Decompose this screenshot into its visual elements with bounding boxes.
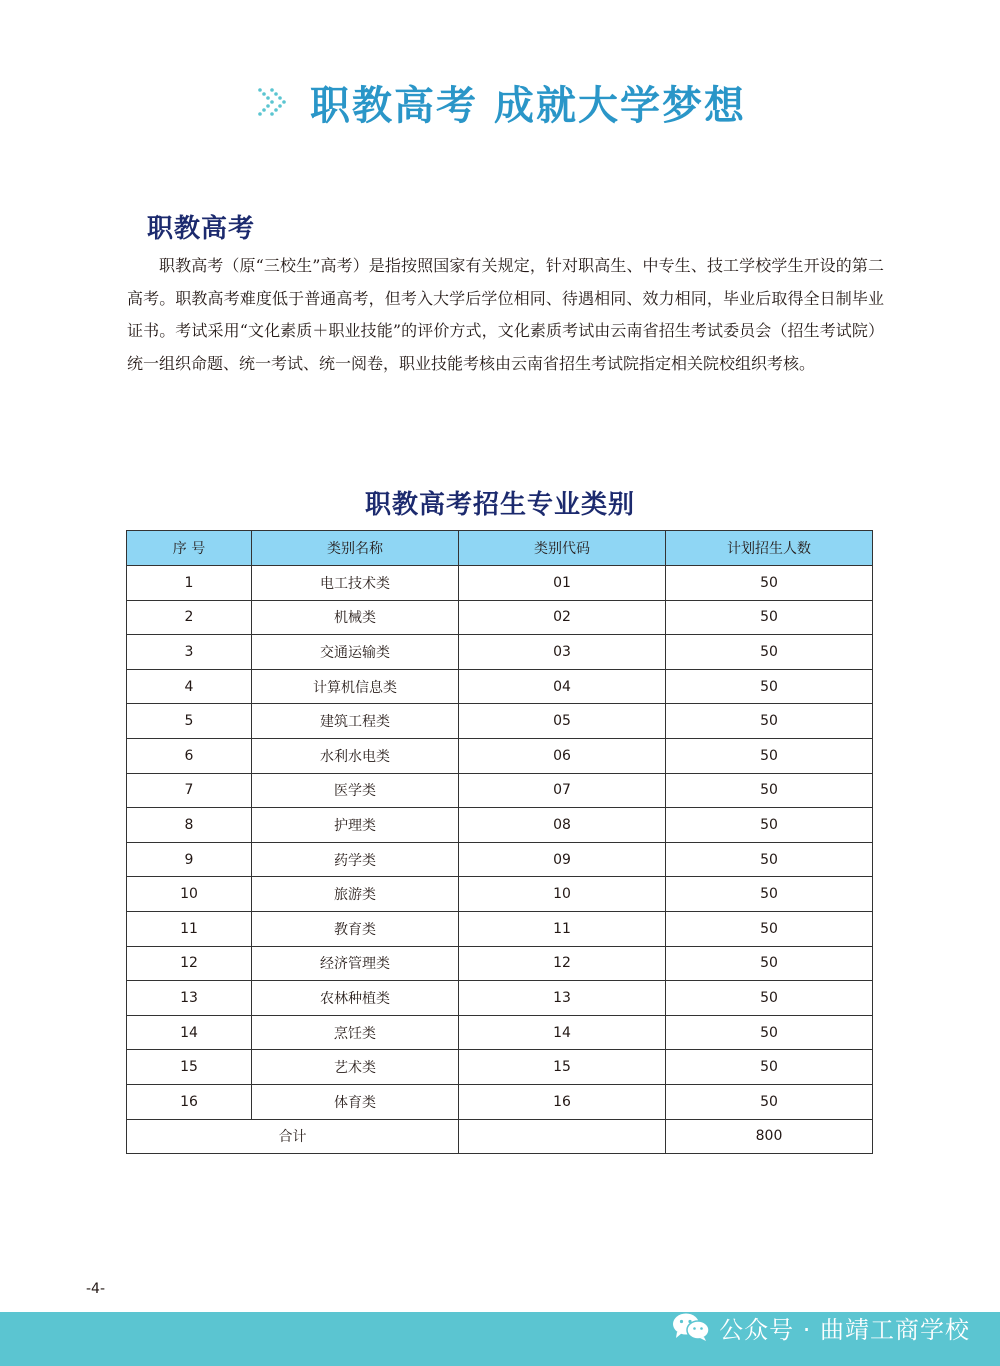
cell-category-name: 药学类 [252, 842, 459, 877]
total-code [459, 1119, 666, 1153]
cell-index: 14 [127, 1015, 252, 1050]
section-heading: 职教高考 [147, 214, 256, 244]
table-row [127, 1015, 873, 1050]
cell-planned-count: 50 [666, 635, 873, 670]
cell-index: 5 [127, 704, 252, 739]
double-chevron-right-icon [254, 82, 294, 122]
table-row [127, 911, 873, 946]
cell-category-name: 经济管理类 [252, 946, 459, 981]
cell-category-name: 水利水电类 [252, 738, 459, 773]
table-row [127, 1084, 873, 1119]
cell-index: 3 [127, 635, 252, 670]
cell-planned-count: 50 [666, 704, 873, 739]
cell-category-code: 01 [459, 566, 666, 601]
cell-planned-count: 50 [666, 946, 873, 981]
header-index: 序 号 [127, 531, 252, 566]
table-row [127, 808, 873, 843]
table-row [127, 704, 873, 739]
intro-paragraph: 职教高考（原“三校生”高考）是指按照国家有关规定，针对职高生、中专生、技工学校学生开设的第二高考。职教高考难度低于普通高考，但考入大学后学位相同、待遇相同、效力相同，毕业后取得全日制毕业证书。考试采用“文化素质＋职业技能”的评价方式，文化素质考试由云南省招生考试委员会（招生考试院）统一组织命题、统一考试、统一阅卷，职业技能考核由云南省招生考试院指定相关院校组织考核。 [127, 256, 884, 373]
table-row [127, 1050, 873, 1085]
cell-category-name: 电工技术类 [252, 566, 459, 601]
total-label: 合计 [127, 1119, 459, 1153]
cell-category-name: 建筑工程类 [252, 704, 459, 739]
cell-category-code: 07 [459, 773, 666, 808]
cell-planned-count: 50 [666, 566, 873, 601]
cell-planned-count: 50 [666, 911, 873, 946]
wechat-icon [671, 1312, 711, 1342]
cell-category-code: 04 [459, 669, 666, 704]
page-number: -4- [86, 1281, 106, 1297]
cell-category-code: 05 [459, 704, 666, 739]
header-planned-count: 计划招生人数 [666, 531, 873, 566]
cell-planned-count: 50 [666, 877, 873, 912]
cell-category-code: 12 [459, 946, 666, 981]
cell-category-code: 03 [459, 635, 666, 670]
cell-category-code: 14 [459, 1015, 666, 1050]
cell-category-code: 11 [459, 911, 666, 946]
cell-index: 12 [127, 946, 252, 981]
cell-planned-count: 50 [666, 842, 873, 877]
cell-category-code: 09 [459, 842, 666, 877]
cell-planned-count: 50 [666, 600, 873, 635]
cell-category-name: 旅游类 [252, 877, 459, 912]
table-row [127, 877, 873, 912]
cell-index: 2 [127, 600, 252, 635]
cell-index: 10 [127, 877, 252, 912]
cell-category-code: 13 [459, 981, 666, 1016]
cell-category-code: 08 [459, 808, 666, 843]
cell-category-code: 10 [459, 877, 666, 912]
watermark-text: 公众号 · 曲靖工商学校 [719, 1315, 970, 1344]
page-header [0, 72, 1000, 132]
cell-index: 11 [127, 911, 252, 946]
table-row [127, 946, 873, 981]
cell-index: 8 [127, 808, 252, 843]
cell-index: 16 [127, 1084, 252, 1119]
cell-category-name: 计算机信息类 [252, 669, 459, 704]
cell-category-name: 烹饪类 [252, 1015, 459, 1050]
table-row [127, 566, 873, 601]
cell-planned-count: 50 [666, 773, 873, 808]
cell-index: 1 [127, 566, 252, 601]
cell-planned-count: 50 [666, 738, 873, 773]
table-header-row [127, 531, 873, 566]
cell-planned-count: 50 [666, 981, 873, 1016]
table-row [127, 773, 873, 808]
enrollment-table [126, 530, 873, 1154]
cell-category-name: 机械类 [252, 600, 459, 635]
table-row [127, 600, 873, 635]
cell-category-name: 体育类 [252, 1084, 459, 1119]
table-row [127, 738, 873, 773]
table-total-row [127, 1119, 873, 1153]
cell-planned-count: 50 [666, 669, 873, 704]
cell-planned-count: 50 [666, 1050, 873, 1085]
cell-category-name: 教育类 [252, 911, 459, 946]
cell-category-name: 医学类 [252, 773, 459, 808]
cell-category-name: 艺术类 [252, 1050, 459, 1085]
watermark [671, 1310, 970, 1344]
cell-index: 9 [127, 842, 252, 877]
table-row [127, 981, 873, 1016]
cell-planned-count: 50 [666, 1015, 873, 1050]
cell-category-name: 护理类 [252, 808, 459, 843]
table-row [127, 635, 873, 670]
cell-index: 4 [127, 669, 252, 704]
cell-planned-count: 50 [666, 1084, 873, 1119]
cell-category-code: 16 [459, 1084, 666, 1119]
cell-category-code: 15 [459, 1050, 666, 1085]
header-category-code: 类别代码 [459, 531, 666, 566]
table-row [127, 842, 873, 877]
cell-index: 7 [127, 773, 252, 808]
table-row [127, 669, 873, 704]
cell-planned-count: 50 [666, 808, 873, 843]
cell-category-code: 02 [459, 600, 666, 635]
cell-index: 6 [127, 738, 252, 773]
cell-index: 13 [127, 981, 252, 1016]
page-title: 职教高考 成就大学梦想 [310, 82, 746, 129]
cell-category-code: 06 [459, 738, 666, 773]
table-title: 职教高考招生专业类别 [364, 490, 635, 520]
total-count: 800 [666, 1119, 873, 1153]
cell-category-name: 交通运输类 [252, 635, 459, 670]
header-category-name: 类别名称 [252, 531, 459, 566]
cell-category-name: 农林种植类 [252, 981, 459, 1016]
cell-index: 15 [127, 1050, 252, 1085]
